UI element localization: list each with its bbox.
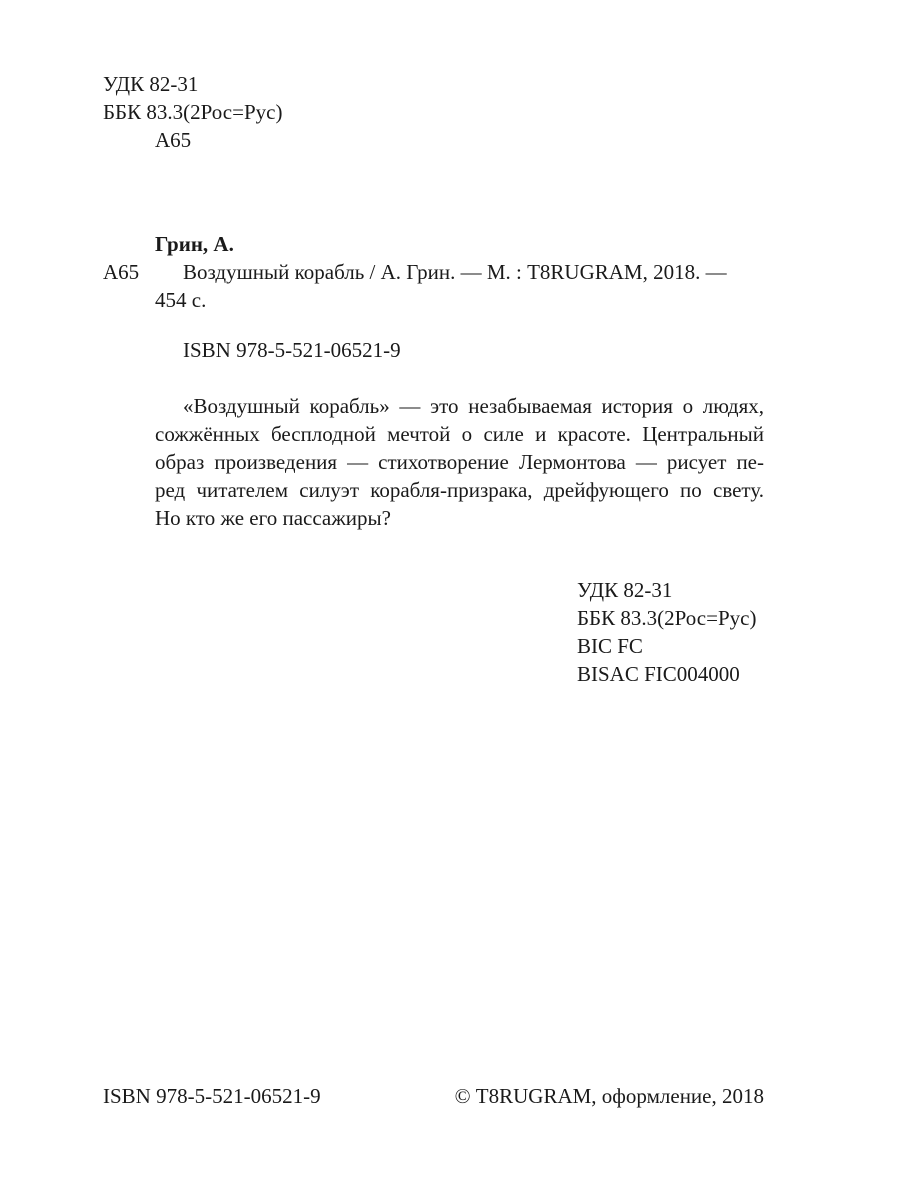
description-line-5: Но кто же его пассажиры?	[155, 506, 391, 530]
catalog-bib-line-1: Воздушный корабль / А. Грин. — М. : Т8RUGRAM, 2018. —	[183, 260, 727, 284]
catalog-mark: А65	[103, 260, 140, 284]
header-udk: УДК 82-31	[103, 72, 199, 96]
description-line-4: ред читателем силуэт корабля-призрака, дрейфующего по свету.	[155, 478, 764, 502]
header-author-mark: А65	[155, 128, 192, 152]
catalog-isbn: ISBN 978-5-521-06521-9	[183, 338, 401, 362]
catalog-author: Грин, А.	[155, 232, 234, 256]
header-bbk: ББК 83.3(2Рос=Рус)	[103, 100, 283, 124]
description-line-1: «Воздушный корабль» — это незабываемая история о людях,	[183, 394, 764, 418]
description-block	[155, 396, 764, 536]
catalog-bib-line-2: 454 с.	[155, 288, 207, 312]
classification-bbk: ББК 83.3(2Рос=Рус)	[577, 606, 757, 630]
footer-copyright: © Т8RUGRAM, оформление, 2018	[454, 1084, 764, 1108]
description-line-2: сожжённых бесплодной мечтой о силе и красоте. Центральный	[155, 422, 764, 446]
classification-bisac: BISAC FIC004000	[577, 662, 740, 686]
classification-bic: BIC FC	[577, 634, 643, 658]
footer-isbn: ISBN 978-5-521-06521-9	[103, 1084, 321, 1108]
description-line-3: образ произведения — стихотворение Лермонтова — рисует пе-	[155, 450, 764, 474]
classification-udk: УДК 82-31	[577, 578, 673, 602]
